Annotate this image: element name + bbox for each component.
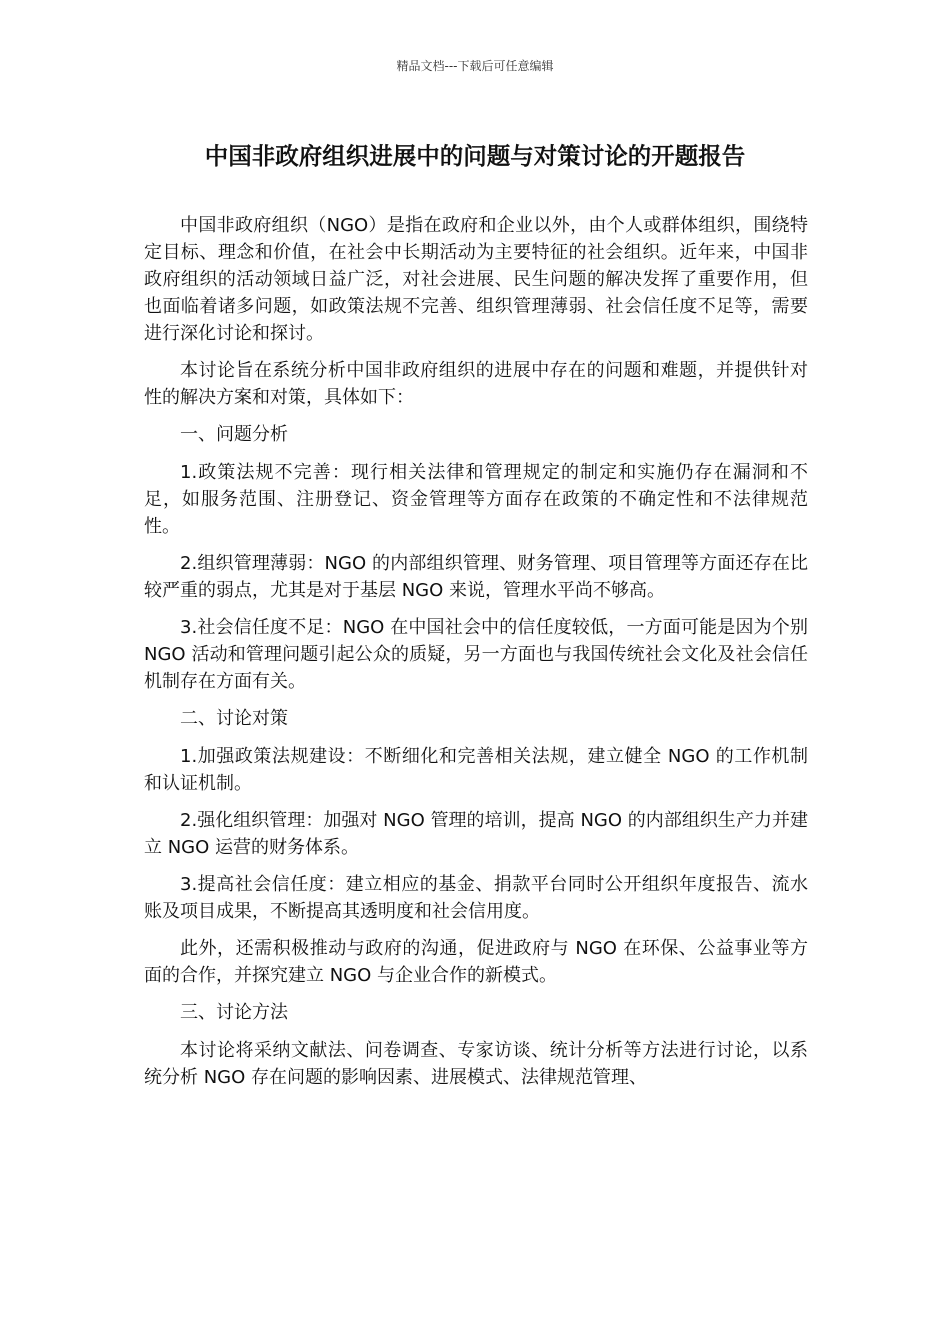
section-heading-countermeasures: 二、讨论对策 <box>180 708 288 729</box>
paragraph-countermeasure-3: 3.提高社会信任度：建立相应的基金、捐款平台同时公开组织年度报告、流水账及项目成果，不断提高其透明度和社会信用度。 <box>144 874 808 922</box>
paragraph-intro: 中国非政府组织（NGO）是指在政府和企业以外，由个人或群体组织，围绕特定目标、理念和价值，在社会中长期活动为主要特征的社会组织。近年来，中国非政府组织的活动领域日益广泛，对社会进展、民生问题的解决发挥了重要作用，但也面临着诸多问题，如政策法规不完善、组织管理薄弱、社会信任度不足等，需要进行深化讨论和探讨。 <box>144 215 808 344</box>
section-heading-methods: 三、讨论方法 <box>180 1002 288 1023</box>
paragraph-purpose: 本讨论旨在系统分析中国非政府组织的进展中存在的问题和难题，并提供针对性的解决方案和对策，具体如下： <box>144 360 808 408</box>
document-body <box>144 212 808 1101</box>
paragraph-problem-3: 3.社会信任度不足：NGO 在中国社会中的信任度较低，一方面可能是因为个别 NGO 活动和管理问题引起公众的质疑，另一方面也与我国传统社会文化及社会信任机制存在方面有关。 <box>144 617 808 692</box>
section-heading-problems: 一、问题分析 <box>180 424 288 445</box>
paragraph-cooperation: 此外，还需积极推动与政府的沟通，促进政府与 NGO 在环保、公益事业等方面的合作，并探究建立 NGO 与企业合作的新模式。 <box>144 938 808 986</box>
paragraph-countermeasure-1: 1.加强政策法规建设：不断细化和完善相关法规，建立健全 NGO 的工作机制和认证机制。 <box>144 746 808 794</box>
paragraph-countermeasure-2: 2.强化组织管理：加强对 NGO 管理的培训，提高 NGO 的内部组织生产力并建立 NGO 运营的财务体系。 <box>144 810 808 858</box>
paragraph-problem-2: 2.组织管理薄弱：NGO 的内部组织管理、财务管理、项目管理等方面还存在比较严重的弱点，尤其是对于基层 NGO 来说，管理水平尚不够高。 <box>144 553 808 601</box>
paragraph-methods: 本讨论将采纳文献法、问卷调查、专家访谈、统计分析等方法进行讨论，以系统分析 NGO 存在问题的影响因素、进展模式、法律规范管理、 <box>144 1040 808 1088</box>
paragraph-problem-1: 1.政策法规不完善：现行相关法律和管理规定的制定和实施仍存在漏洞和不足，如服务范围、注册登记、资金管理等方面存在政策的不确定性和不法律规范性。 <box>144 462 808 537</box>
document-title: 中国非政府组织进展中的问题与对策讨论的开题报告 <box>204 142 746 170</box>
page-header-note: 精品文档---下载后可任意编辑 <box>396 59 554 73</box>
